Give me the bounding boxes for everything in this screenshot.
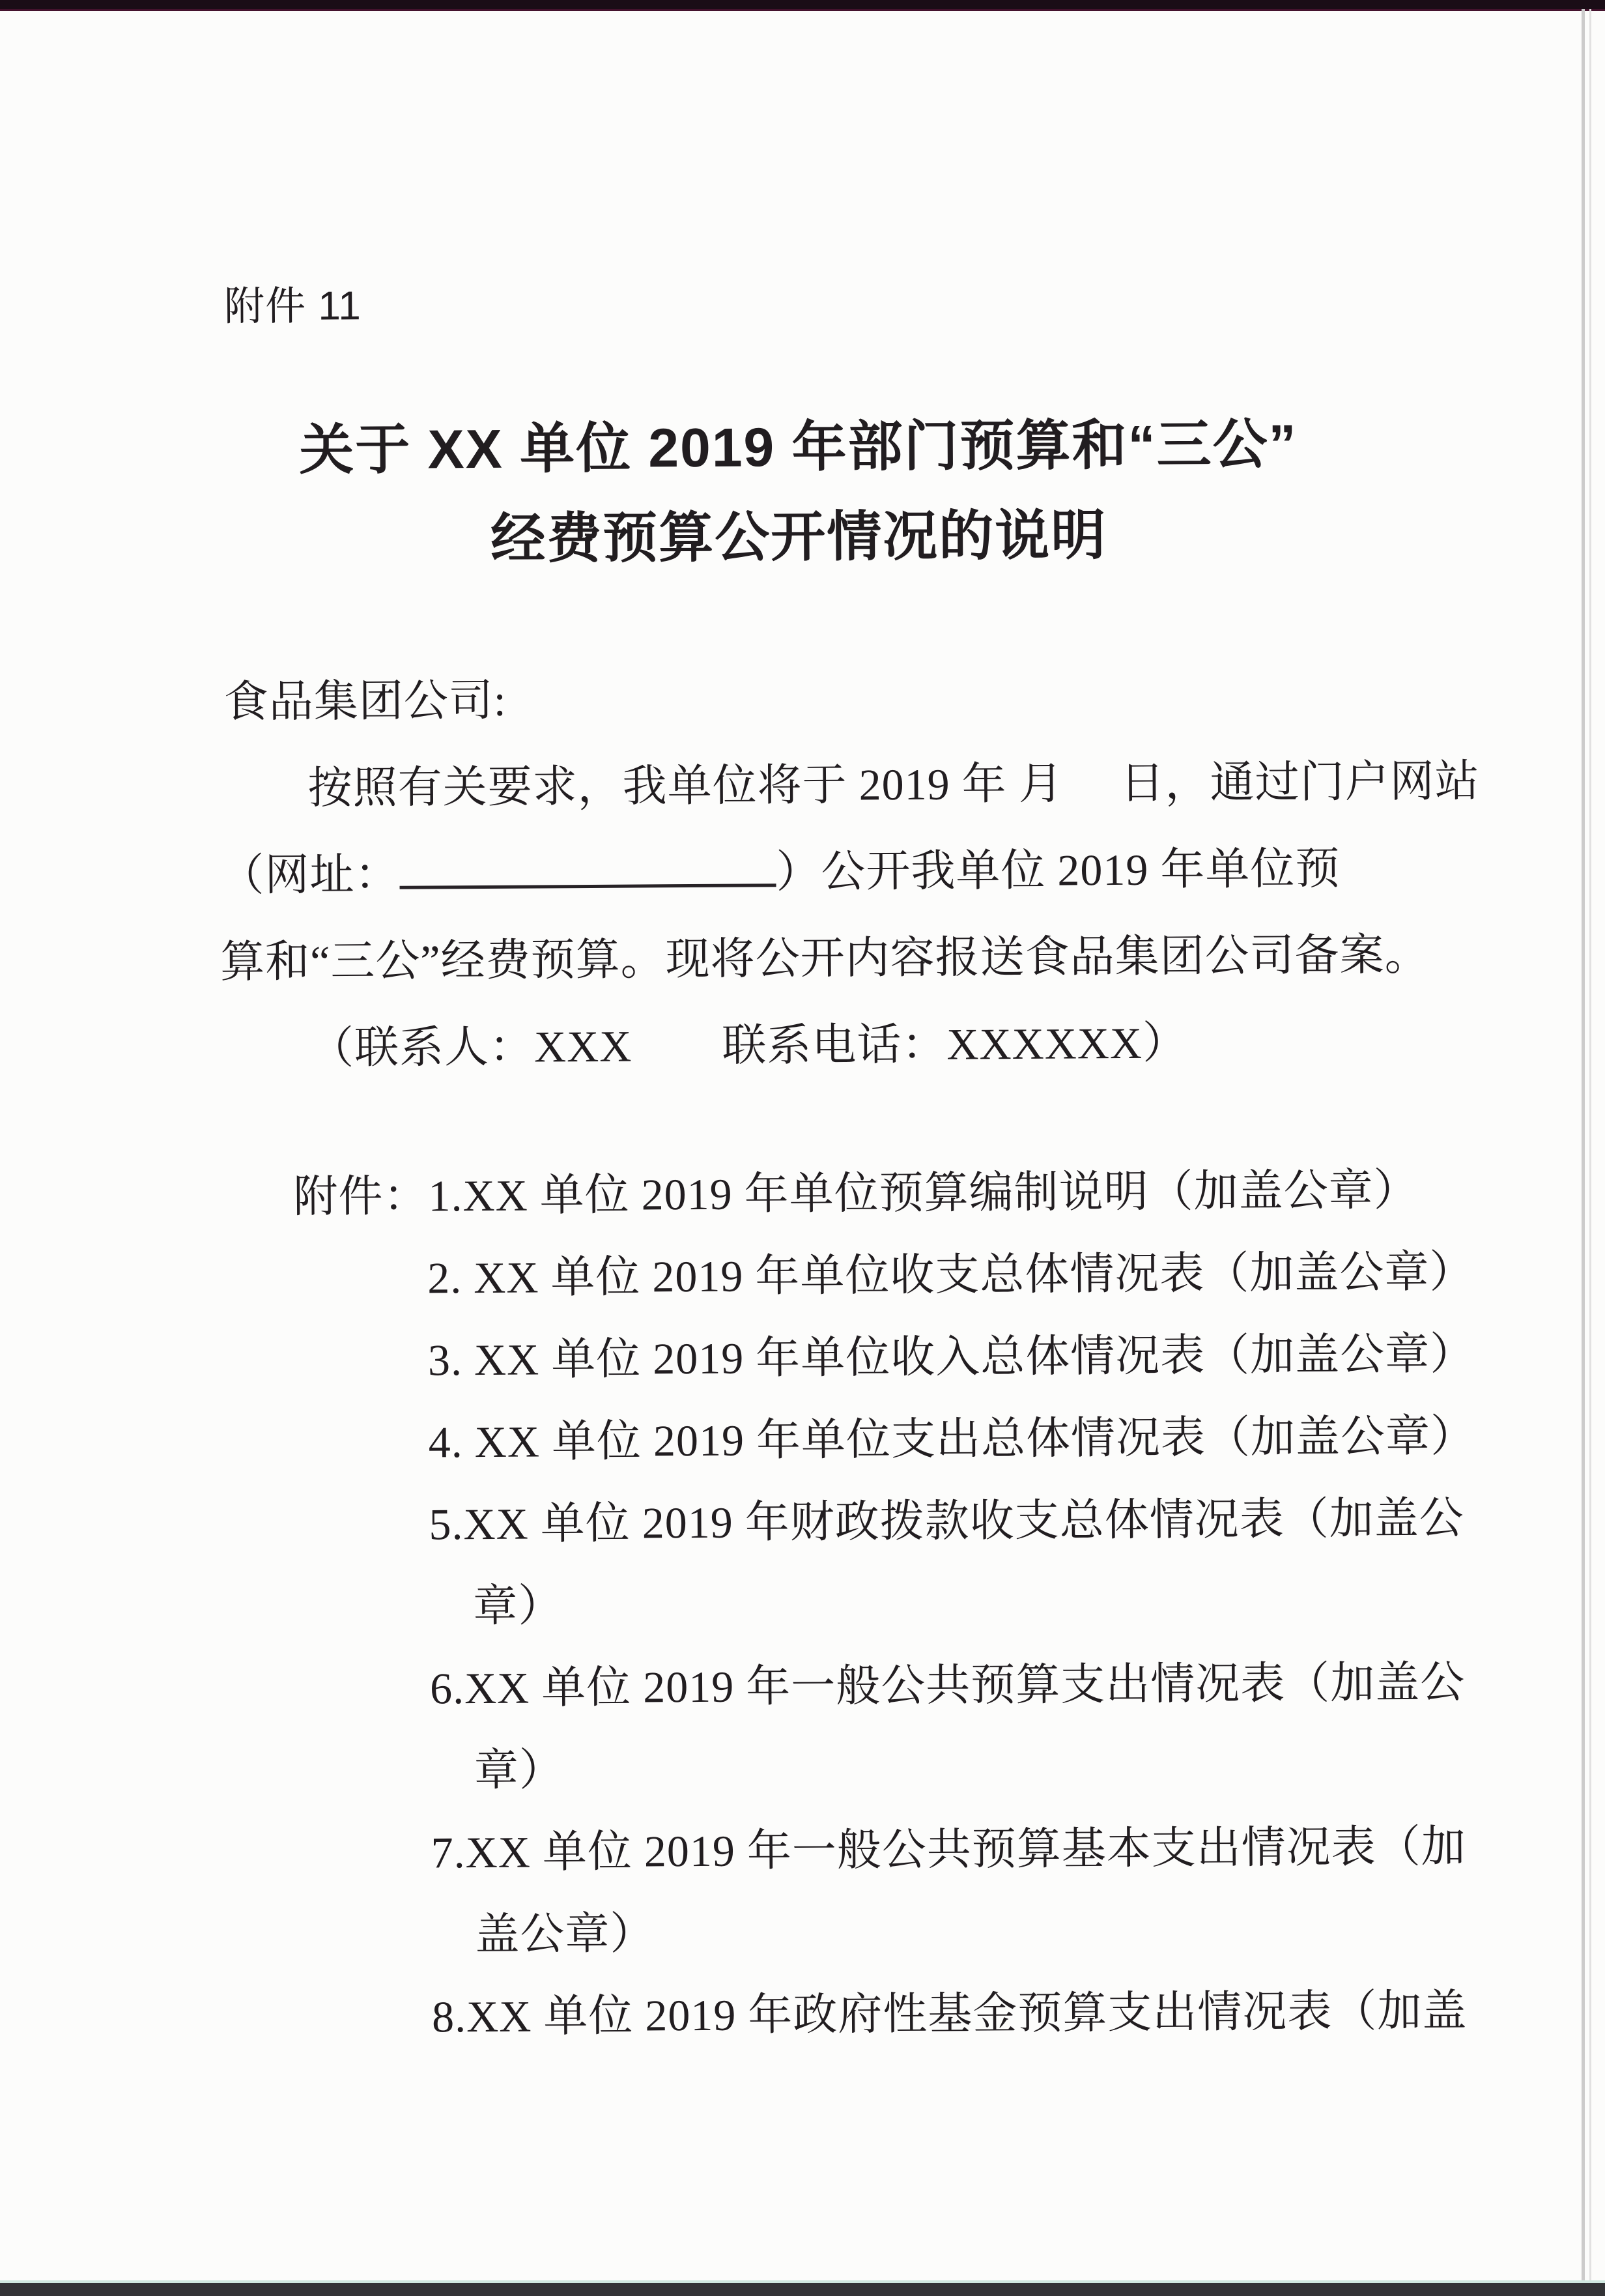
document-title-line-1: 关于 XX 单位 2019 年部门预算和“三公” (299, 413, 1298, 481)
salutation: 食品集团公司: (223, 675, 507, 727)
url-label-prefix: （网址： (220, 849, 400, 900)
attachment-list-line-7-continuation: 盖公章） (475, 1908, 655, 1960)
scan-right-edge-line-faint (1589, 9, 1591, 2280)
attachment-list-line-8: 8.XX 单位 2019 年政府性基金预算支出情况表（加盖 (431, 1985, 1468, 2042)
attachment-list-line-4: 4. XX 单位 2019 年单位支出总体情况表（加盖公章） (428, 1411, 1476, 1467)
body-paragraph-line-2 (220, 840, 1341, 904)
attachment-list-line-5-continuation: 章） (473, 1581, 563, 1631)
attachment-list-line-7: 7.XX 单位 2019 年一般公共预算基本支出情况表（加 (431, 1821, 1467, 1878)
scan-edge-bottom-artifact (0, 2280, 1605, 2296)
attachment-list-line-3: 3. XX 单位 2019 年单位收入总体情况表（加盖公章） (427, 1328, 1475, 1385)
attachment-list-line-5: 5.XX 单位 2019 年财政拨款收支总体情况表（加盖公 (429, 1493, 1464, 1549)
attachment-list-line-1 (293, 1161, 1419, 1226)
contact-line: （联系人：XXX 联系电话：XXXXXX） (309, 1018, 1188, 1073)
attachment-list-line-6: 6.XX 单位 2019 年一般公共预算支出情况表（加盖公 (429, 1657, 1466, 1714)
url-label-suffix: ）公开我单位 2019 年单位预 (776, 843, 1341, 897)
attachment-number-label: 附件 11 (223, 283, 362, 330)
document-title-line-2: 经费预算公开情况的说明 (490, 504, 1107, 569)
scan-right-edge-line (1582, 9, 1585, 2280)
attachment-item-text: 1.XX 单位 2019 年单位预算编制说明（加盖公章） (428, 1165, 1419, 1221)
body-paragraph-line-1: 按照有关要求，我单位将于 2019 年 月 日，通过门户网站 (307, 756, 1480, 813)
attachment-list-label: 附件： (293, 1171, 429, 1222)
attachment-list-line-6-continuation: 章） (474, 1745, 565, 1796)
attachment-list-line-2: 2. XX 单位 2019 年单位收支总体情况表（加盖公章） (427, 1246, 1475, 1303)
body-paragraph-line-3: 算和“三公”经费预算。现将公开内容报送食品集团公司备案。 (220, 930, 1430, 987)
url-blank-underline (399, 877, 776, 889)
